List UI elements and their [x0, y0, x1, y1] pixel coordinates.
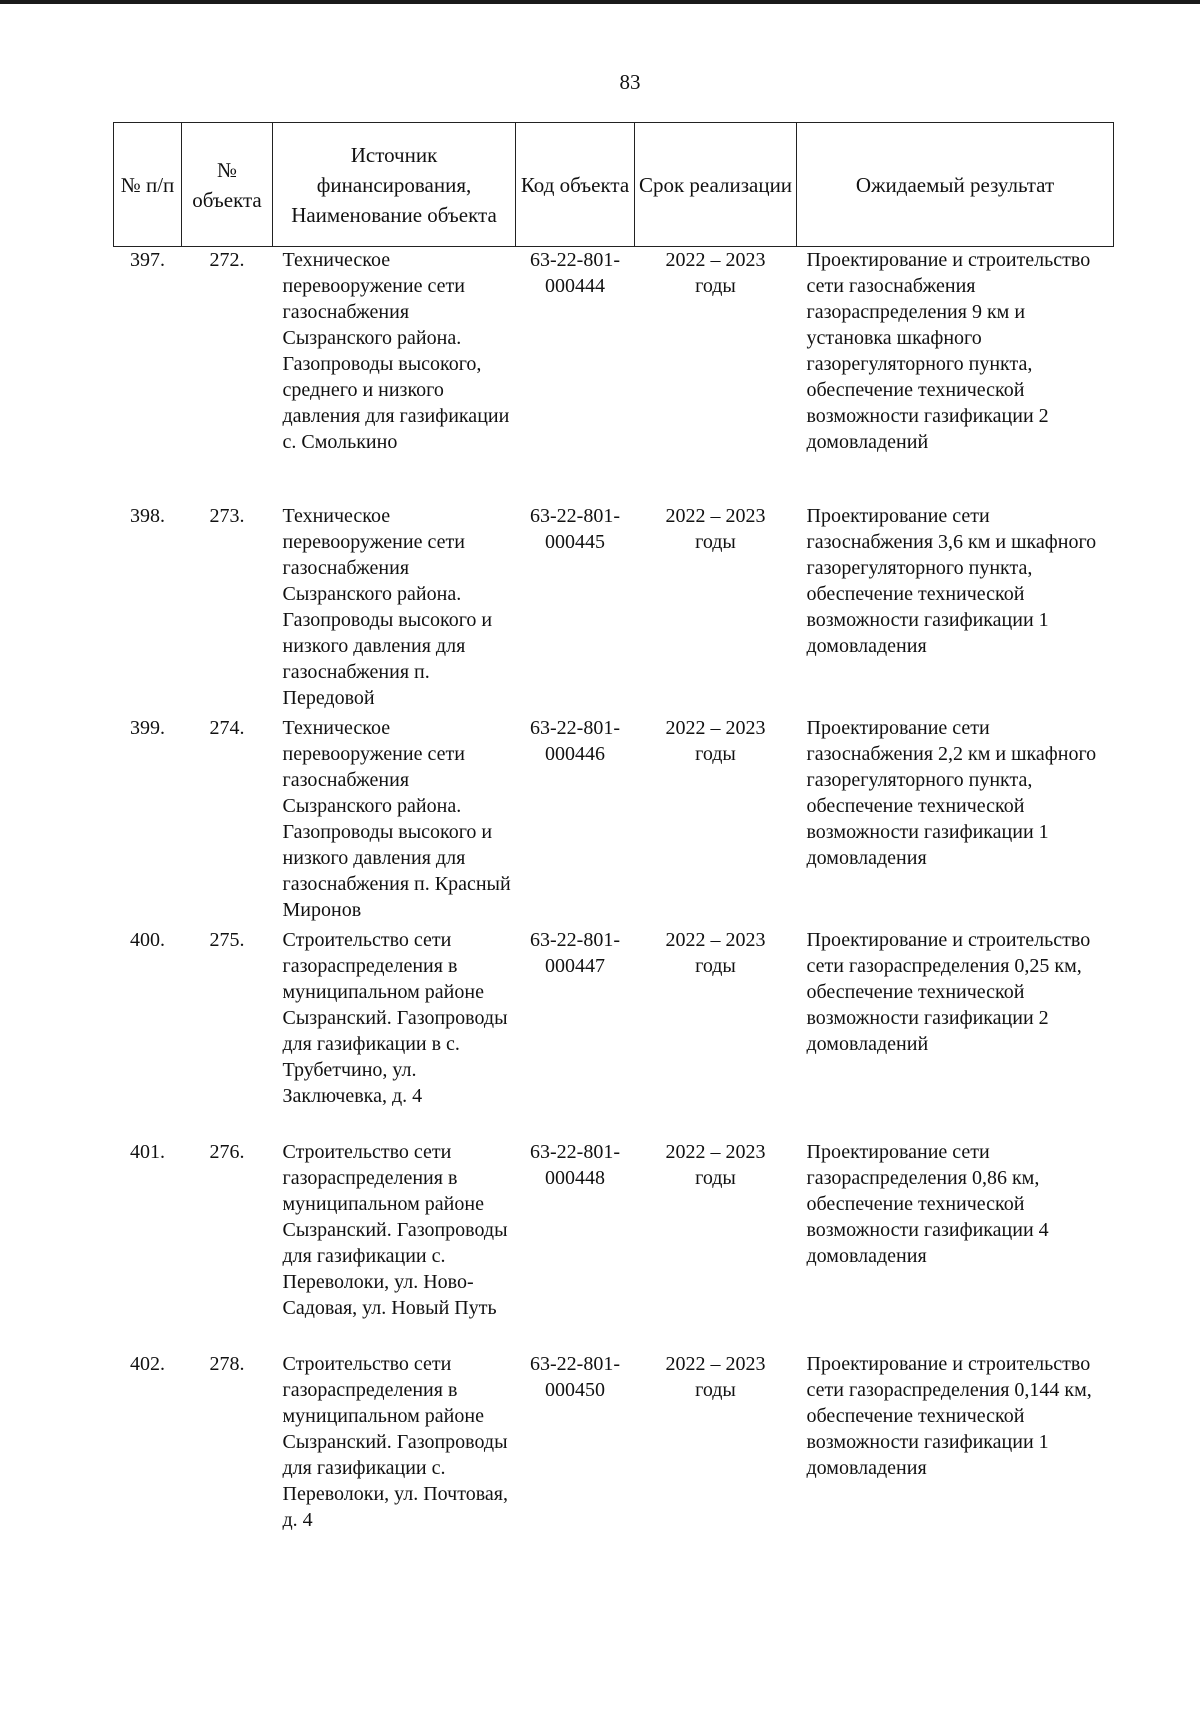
row-result: Проектирование сети газоснабжения 3,6 км и шкафного газорегуляторного пункта, обеспечение технической возможности газификации 1 домовладения: [806, 505, 1097, 657]
row-term-years: 2022 – 2023: [665, 505, 766, 527]
row-num: 400.: [130, 929, 165, 951]
row-source: Техническое перевооружение сети газоснабжения Сызранского района. Газопроводы высокого и низкого давления для газоснабжения п. Передовой: [282, 505, 493, 709]
row-object-num: 272.: [209, 249, 245, 271]
row-object-num: 275.: [209, 929, 245, 951]
row-term: [635, 715, 797, 927]
page-number: 83: [619, 70, 641, 94]
row-object-num: 274.: [209, 717, 245, 739]
row-num: 398.: [130, 505, 165, 527]
investment-objects-table: [113, 122, 1114, 1563]
top-border-line: [0, 0, 1200, 4]
row-num: 397.: [130, 249, 165, 271]
row-code: 63-22-801-000445: [530, 505, 620, 553]
table-row: [114, 1351, 1114, 1563]
row-code: 63-22-801-000448: [530, 1141, 620, 1189]
row-term-unit: годы: [695, 275, 736, 297]
row-code: 63-22-801-000447: [530, 929, 620, 977]
row-object-num: 278.: [209, 1353, 245, 1375]
row-code: 63-22-801-000450: [530, 1353, 620, 1401]
table-row: [114, 715, 1114, 927]
row-result: Проектирование и строительство сети газоснабжения газораспределения 9 км и установка шкафного газорегуляторного пункта, обеспечение технической возможности газификации 2 домовладений: [806, 249, 1091, 453]
table-row: [114, 247, 1114, 504]
table-row: [114, 503, 1114, 715]
row-source: Строительство сети газораспределения в муниципальном районе Сызранский. Газопроводы для газификации в с. Трубетчино, ул. Заключевка, д. 4: [282, 929, 508, 1107]
row-term-unit: годы: [695, 531, 736, 553]
table-header: [114, 123, 1114, 247]
header-object: № объекта: [182, 123, 273, 247]
row-source: Техническое перевооружение сети газоснабжения Сызранского района. Газопроводы высокого, среднего и низкого давления для газификации с. Смолькино: [282, 249, 510, 453]
row-term-years: 2022 – 2023: [665, 929, 766, 951]
table-row: [114, 1139, 1114, 1351]
header-term: Срок реализации: [635, 123, 797, 247]
row-object-num: 276.: [209, 1141, 245, 1163]
row-term-years: 2022 – 2023: [665, 717, 766, 739]
row-term: [635, 503, 797, 715]
header-code: Код объекта: [516, 123, 635, 247]
row-result: Проектирование и строительство сети газораспределения 0,25 км, обеспечение технической возможности газификации 2 домовладений: [806, 929, 1091, 1055]
row-source: Строительство сети газораспределения в муниципальном районе Сызранский. Газопроводы для газификации с. Переволоки, ул. Почтовая, д. 4: [282, 1353, 508, 1531]
row-source: Техническое перевооружение сети газоснабжения Сызранского района. Газопроводы высокого и низкого давления для газоснабжения п. Красный Миронов: [282, 717, 511, 921]
row-term: [635, 247, 797, 504]
row-term-years: 2022 – 2023: [665, 1353, 766, 1375]
table-row: [114, 927, 1114, 1139]
header-num: № п/п: [114, 123, 182, 247]
row-num: 401.: [130, 1141, 165, 1163]
row-term-years: 2022 – 2023: [665, 1141, 766, 1163]
row-num: 402.: [130, 1353, 165, 1375]
row-code: 63-22-801-000446: [530, 717, 620, 765]
row-object-num: 273.: [209, 505, 245, 527]
row-term-unit: годы: [695, 743, 736, 765]
row-source: Строительство сети газораспределения в муниципальном районе Сызранский. Газопроводы для газификации с. Переволоки, ул. Ново-Садовая, ул. Новый Путь: [282, 1141, 508, 1319]
row-term: [635, 1351, 797, 1563]
row-code: 63-22-801-000444: [530, 249, 620, 297]
row-num: 399.: [130, 717, 165, 739]
header-source: Источник финансирования, Наименование объекта: [273, 123, 516, 247]
row-term-years: 2022 – 2023: [665, 249, 766, 271]
row-result: Проектирование сети газораспределения 0,86 км, обеспечение технической возможности газификации 4 домовладения: [806, 1141, 1049, 1267]
row-term-unit: годы: [695, 1167, 736, 1189]
row-result: Проектирование и строительство сети газораспределения 0,144 км, обеспечение технической возможности газификации 1 домовладения: [806, 1353, 1092, 1479]
row-term: [635, 927, 797, 1139]
header-result: Ожидаемый результат: [797, 123, 1114, 247]
row-term-unit: годы: [695, 955, 736, 977]
row-term: [635, 1139, 797, 1351]
row-term-unit: годы: [695, 1379, 736, 1401]
row-result: Проектирование сети газоснабжения 2,2 км и шкафного газорегуляторного пункта, обеспечение технической возможности газификации 1 домовладения: [806, 717, 1097, 869]
